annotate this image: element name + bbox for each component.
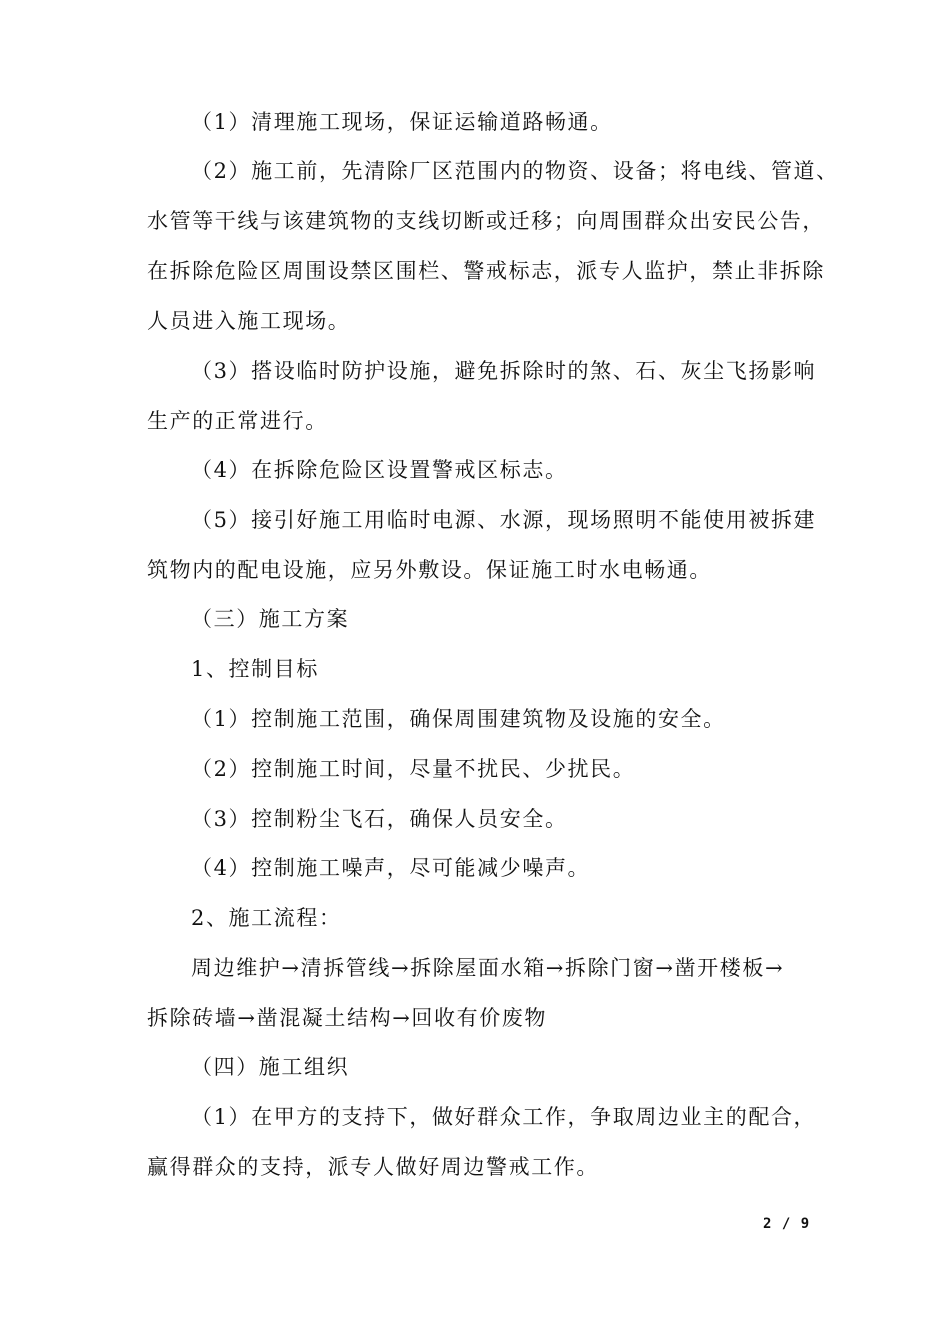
subsection-heading: 2、施工流程： bbox=[191, 906, 342, 930]
paragraph-line: （1）在甲方的支持下，做好群众工作，争取周边业主的配合， bbox=[191, 1105, 817, 1129]
paragraph-line: 生产的正常进行。 bbox=[147, 409, 328, 433]
paragraph-line: 赢得群众的支持，派专人做好周边警戒工作。 bbox=[147, 1155, 599, 1179]
section-heading: （三）施工方案 bbox=[191, 607, 350, 631]
subsection-heading: 1、控制目标 bbox=[191, 657, 319, 681]
paragraph-line: （1）清理施工现场，保证运输道路畅通。 bbox=[191, 110, 613, 134]
paragraph-line: 水管等干线与该建筑物的支线切断或迁移；向周围群众出安民公告， bbox=[147, 209, 825, 233]
paragraph-line: （2）施工前，先清除厂区范围内的物资、设备；将电线、管道、 bbox=[191, 159, 839, 183]
paragraph-line: 人员进入施工现场。 bbox=[147, 309, 351, 333]
paragraph-line: （4）控制施工噪声，尽可能减少噪声。 bbox=[191, 856, 591, 880]
paragraph-line: （3）搭设临时防护设施，避免拆除时的煞、石、灰尘飞扬影响 bbox=[191, 359, 817, 383]
paragraph-line: （3）控制粉尘飞石，确保人员安全。 bbox=[191, 807, 568, 831]
page-number: 2 / 9 bbox=[763, 1216, 811, 1232]
paragraph-line: （1）控制施工范围，确保周围建筑物及设施的安全。 bbox=[191, 707, 726, 731]
paragraph-line: 在拆除危险区周围设禁区围栏、警戒标志，派专人监护，禁止非拆除 bbox=[147, 259, 825, 283]
paragraph-line: 筑物内的配电设施，应另外敷设。保证施工时水电畅通。 bbox=[147, 558, 712, 582]
paragraph-line: （5）接引好施工用临时电源、水源，现场照明不能使用被拆建 bbox=[191, 508, 817, 532]
paragraph-line: （2）控制施工时间，尽量不扰民、少扰民。 bbox=[191, 757, 636, 781]
process-flow-line: 周边维护→清拆管线→拆除屋面水箱→拆除门窗→凿开楼板→ bbox=[191, 956, 785, 980]
process-flow-line: 拆除砖墙→凿混凝土结构→回收有价废物 bbox=[147, 1006, 547, 1030]
section-heading: （四）施工组织 bbox=[191, 1055, 350, 1079]
paragraph-line: （4）在拆除危险区设置警戒区标志。 bbox=[191, 458, 568, 482]
